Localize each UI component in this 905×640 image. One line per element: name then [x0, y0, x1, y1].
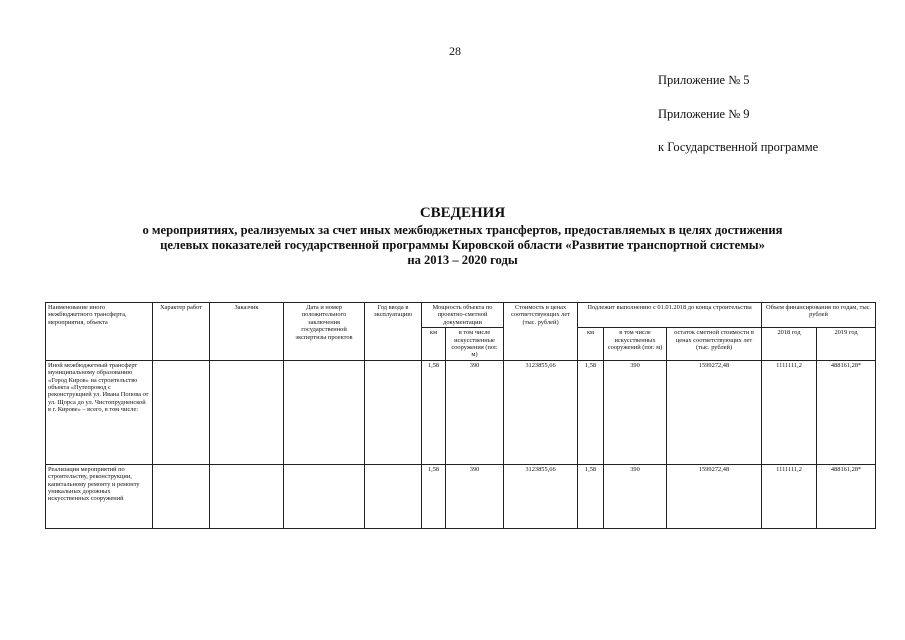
cell-rem-struct: 390	[604, 360, 667, 464]
header-financing: Объем финансирования по годам, тыс. рублей	[762, 303, 876, 328]
cell-expertise	[284, 464, 365, 528]
header-capacity-struct: в том числе искусственные сооружения (пог. м)	[446, 328, 504, 361]
header-rem-struct: в том числе искусственных сооружений (пог. м)	[604, 328, 667, 361]
header-expertise: Дата и номер положительного заключения государственной экспертизы проектов	[284, 303, 365, 361]
table-row	[46, 464, 876, 528]
header-commissioning: Год ввода в эксплуатацию	[365, 303, 422, 361]
cell-customer	[210, 360, 284, 464]
document-heading	[30, 206, 895, 268]
cell-commissioning	[365, 360, 422, 464]
header-year-2018: 2018 год	[762, 328, 817, 361]
cell-work-type	[153, 464, 210, 528]
cell-rem-km: 1,58	[578, 464, 604, 528]
header-customer: Заказчик	[210, 303, 284, 361]
cell-commissioning	[365, 464, 422, 528]
cell-rem-cost: 1599272,48	[667, 464, 762, 528]
cell-2019: 488161,28*	[817, 360, 876, 464]
appendix-line-3: к Государственной программе	[658, 140, 819, 154]
header-rem-cost: остаток сметной стоимости в ценах соответствующих лет (тыс. рублей)	[667, 328, 762, 361]
header-year-2019: 2019 год	[817, 328, 876, 361]
cell-km: 1,58	[422, 360, 446, 464]
cell-work-type	[153, 360, 210, 464]
table-row	[46, 360, 876, 464]
cell-2018: 1111111,2	[762, 360, 817, 464]
cell-2018: 1111111,2	[762, 464, 817, 528]
header-cost: Стоимость в ценах соответствующих лет (тыс. рублей)	[504, 303, 578, 361]
cell-2019: 488161,28*	[817, 464, 876, 528]
header-capacity: Мощность объекта по проектно-сметной документации	[422, 303, 504, 328]
appendix-line-1: Приложение № 5	[658, 73, 750, 87]
cell-rem-cost: 1599272,48	[667, 360, 762, 464]
cell-name: Реализация мероприятий по строительству, реконструкции, капитальному ремонту и ремонту уникальных дорожных искусственных сооружений	[46, 464, 153, 528]
cell-struct: 390	[446, 360, 504, 464]
header-work-type: Характер работ	[153, 303, 210, 361]
cell-expertise	[284, 360, 365, 464]
appendix-line-2: Приложение № 9	[658, 107, 750, 121]
document-title: СВЕДЕНИЯ	[419, 205, 506, 221]
cell-km: 1,58	[422, 464, 446, 528]
heading-line-3: на 2013 – 2020 годы	[407, 253, 518, 267]
header-name: Наименование иного межбюджетного трансферта, мероприятия, объекта	[46, 303, 153, 361]
cell-customer	[210, 464, 284, 528]
measures-table	[45, 302, 876, 529]
header-capacity-km: км	[422, 328, 446, 361]
cell-name: Иной межбюджетный трансферт муниципальному образованию «Город Киров» на строительство объекта «Путепровод с реконструкцией ул. Ивана Попова от ул. Щорса до ул. Чистопрудненской в г. Кирове» – всего, в том числе:	[46, 360, 153, 464]
cell-rem-km: 1,58	[578, 360, 604, 464]
header-remaining: Подлежит выполнению с 01.01.2018 до конца строительства	[578, 303, 762, 328]
header-rem-km: км	[578, 328, 604, 361]
cell-cost: 3123855,66	[504, 464, 578, 528]
cell-rem-struct: 390	[604, 464, 667, 528]
cell-cost: 3123855,66	[504, 360, 578, 464]
page-number: 28	[449, 44, 461, 58]
heading-line-1: о мероприятиях, реализуемых за счет иных межбюджетных трансфертов, предоставляемых в целях достижения	[142, 223, 783, 237]
cell-struct: 390	[446, 464, 504, 528]
heading-line-2: целевых показателей государственной программы Кировской области «Развитие транспортной системы»	[160, 238, 765, 252]
